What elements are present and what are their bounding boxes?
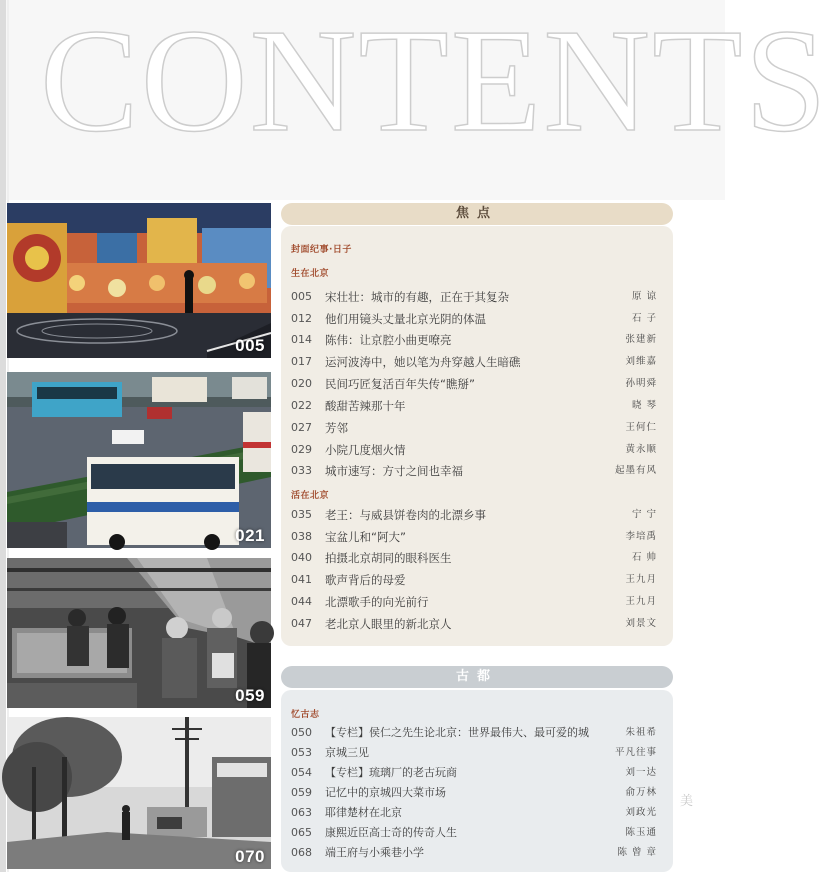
author-name: 王九月 [625,574,657,585]
page-number: 041 [291,573,312,586]
article-title: 芳邻 [325,421,348,435]
toc-entry[interactable] [291,783,661,803]
author-name: 石 子 [631,313,657,324]
toc-entry[interactable] [291,396,661,416]
toc-entry[interactable] [291,309,661,329]
toc-entry[interactable] [291,763,661,783]
article-title: 耶律楚材在北京 [325,806,402,819]
contents-title: CONTENTS [40,0,829,163]
section-header-focus: 焦点 [281,203,673,225]
article-title: 小院几度烟火情 [325,443,406,457]
page-number: 068 [291,846,312,859]
page-number: 035 [291,508,312,521]
toc-entry[interactable] [291,418,661,438]
column-label: 封面纪事·日子 [291,245,352,255]
article-title: 记忆中的京城四大菜市场 [325,786,446,799]
page-number: 022 [291,399,312,412]
photo-old-street [7,717,271,869]
toc-entry[interactable] [291,461,661,481]
author-name: 王何仁 [625,422,657,433]
toc-entry[interactable] [291,527,661,547]
page-number: 020 [291,377,312,390]
author-name: 石 帅 [631,552,657,563]
toc-entry[interactable] [291,843,661,863]
author-name: 刘政光 [625,807,657,818]
author-name: 王九月 [625,596,657,607]
article-title: 北漂歌手的向光前行 [325,595,429,609]
toc-entry[interactable] [291,374,661,394]
author-name: 张建新 [625,334,657,345]
author-name: 晓 琴 [631,400,657,411]
group-label: 活在北京 [291,491,330,501]
page-number: 063 [291,806,312,819]
page-number: 040 [291,551,312,564]
article-title: 端王府与小乘巷小学 [325,846,424,859]
page-number: 059 [291,786,312,799]
toc-entry[interactable] [291,548,661,568]
page-number: 038 [291,530,312,543]
author-name: 刘一达 [625,767,657,778]
author-name: 孙明舜 [625,378,657,389]
article-title: 歌声背后的母爱 [325,573,406,587]
article-title: 酸甜苦辣那十年 [325,399,406,413]
toc-entry[interactable] [291,330,661,350]
page-number: 054 [291,766,312,779]
author-name: 陈 曾 章 [617,847,657,858]
page-number: 044 [291,595,312,608]
toc-entry[interactable] [291,505,661,525]
toc-entry[interactable] [291,570,661,590]
article-title: 老北京人眼里的新北京人 [325,617,452,631]
page-number: 053 [291,746,312,759]
page-number: 050 [291,726,312,739]
author-name: 陈玉通 [625,827,657,838]
group-label: 生在北京 [291,269,330,279]
page-number: 005 [291,290,312,303]
toc-entry[interactable] [291,803,661,823]
page-number: 027 [291,421,312,434]
page-number: 029 [291,443,312,456]
page-number: 017 [291,355,312,368]
photo-page-number: 021 [235,526,265,545]
author-name: 平凡往事 [614,747,657,758]
author-name: 刘景文 [625,618,657,629]
page-number: 065 [291,826,312,839]
author-name: 刘维嘉 [625,356,657,367]
page-number: 047 [291,617,312,630]
author-name: 原 谅 [631,291,657,302]
article-title: 陈伟：让京腔小曲更嘹亮 [325,333,452,347]
article-title: 宝盆儿和“阿大” [325,530,406,544]
article-title: 城市速写：方寸之间也幸福 [325,464,463,478]
toc-entry[interactable] [291,440,661,460]
page-number: 033 [291,464,312,477]
photo-page-number: 059 [235,686,265,705]
article-title: 【专栏】侯仁之先生论北京：世界最伟大、最可爱的城 [325,726,589,739]
section-header-gudu: 古都 [281,666,673,688]
photo-page-number: 005 [235,336,265,355]
photo-buses-road [7,372,271,548]
toc-entry[interactable] [291,614,661,634]
article-title: 京城三见 [325,746,369,759]
article-title: 宋壮壮：城市的有趣，正在于其复杂 [325,290,509,304]
toc-entry[interactable] [291,743,661,763]
author-name: 起墨有风 [614,465,657,476]
article-title: 他们用镜头丈量北京光阴的体温 [325,312,486,326]
article-title: 康熙近臣高士奇的传奇人生 [325,826,457,839]
author-name: 宁 宁 [631,509,657,520]
article-title: 拍摄北京胡同的眼科医生 [325,551,452,565]
author-name: 李培禹 [625,531,657,542]
page-edge [0,0,6,872]
toc-entry[interactable] [291,352,661,372]
article-title: 民间巧匠复活百年失传“瞧掰” [325,377,475,391]
page-number: 012 [291,312,312,325]
article-title: 老王：与威县饼卷肉的北漂乡事 [325,508,486,522]
watermark: 美 [680,794,694,809]
author-name: 黄永顺 [625,444,657,455]
photo-page-number: 070 [235,847,265,866]
toc-entry[interactable] [291,592,661,612]
toc-entry[interactable] [291,823,661,843]
photo-mural-street [7,203,271,358]
page-number: 014 [291,333,312,346]
author-name: 俞万林 [625,787,657,798]
article-title: 运河波涛中，她以笔为舟穿越人生暗礁 [325,355,521,369]
article-title: 【专栏】琉璃厂的老古玩商 [325,766,457,779]
photo-market-interior [7,558,271,708]
author-name: 朱祖希 [625,727,657,738]
column-label: 忆古志 [291,710,320,720]
toc-entry[interactable] [291,723,661,743]
toc-entry[interactable] [291,287,661,307]
